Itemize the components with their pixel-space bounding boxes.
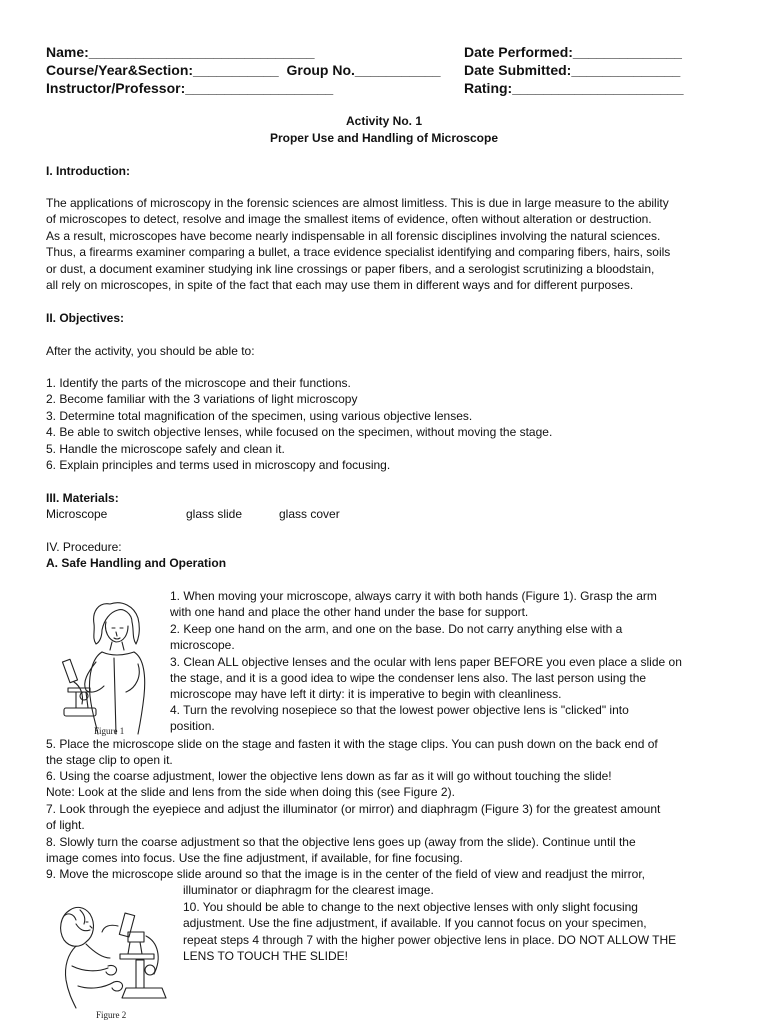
procedure-line: of light. [46, 818, 85, 832]
objective-item: 5. Handle the microscope safely and clean it. [46, 442, 285, 456]
procedure-line: adjustment. Use the fine adjustment, if available. If you cannot focus on your specimen, [183, 916, 647, 930]
introduction-heading: I. Introduction: [46, 164, 130, 178]
objective-item: 1. Identify the parts of the microscope and their functions. [46, 376, 351, 390]
activity-title: Proper Use and Handling of Microscope [269, 131, 499, 145]
intro-line: or dust, a document examiner studying ink line crossings or paper fibers, and a serologist scrutinizing a bloodstain, [46, 262, 655, 276]
objective-item: 6. Explain principles and terms used in microscopy and focusing. [46, 458, 391, 472]
procedure-heading: IV. Procedure: [46, 540, 122, 554]
instructor-field: Instructor/Professor:___________________ [46, 80, 334, 96]
objectives-heading: II. Objectives: [46, 311, 125, 325]
procedure-line: microscope. [170, 638, 235, 652]
figure-2 [50, 896, 178, 1022]
rating-field: Rating:______________________ [464, 80, 684, 96]
material-item: glass cover [279, 507, 340, 521]
procedure-line: the stage clip to open it. [46, 753, 173, 767]
date-performed-field: Date Performed:______________ [464, 44, 682, 60]
procedure-line: 7. Look through the eyepiece and adjust the illuminator (or mirror) and diaphragm (Figure 3) for the greatest amount [46, 802, 661, 816]
figure-2-caption: Figure 2 [96, 1010, 127, 1020]
procedure-line: 2. Keep one hand on the arm, and one on the base. Do not carry anything else with a [170, 622, 623, 636]
woman-viewing-microscope-illustration [50, 896, 178, 1022]
procedure-line: Note: Look at the slide and lens from the side when doing this (see Figure 2). [46, 785, 455, 799]
objectives-intro: After the activity, you should be able to: [46, 344, 255, 358]
intro-line: As a result, microscopes have become nearly indispensable in all forensic disciplines involving the natural sciences. [46, 229, 661, 243]
intro-line: The applications of microscopy in the forensic sciences are almost limitless. This is due in large measure to the ability [46, 196, 669, 210]
procedure-line: 10. You should be able to change to the next objective lenses with only slight focusing [183, 900, 638, 914]
course-group-field: Course/Year&Section:___________ Group No.___________ [46, 62, 441, 78]
material-item: glass slide [186, 507, 243, 521]
intro-line: all rely on microscopes, in spite of the fact that each may use them in different ways and for different purposes. [46, 278, 634, 292]
procedure-subheading: A. Safe Handling and Operation [46, 556, 227, 570]
material-item: Microscope [46, 507, 108, 521]
activity-number: Activity No. 1 [345, 114, 423, 128]
date-submitted-field: Date Submitted:______________ [464, 62, 681, 78]
objective-item: 4. Be able to switch objective lenses, while focused on the specimen, without moving the stage. [46, 425, 553, 439]
figure-1-caption: Figure 1 [94, 726, 125, 736]
objective-item: 3. Determine total magnification of the specimen, using various objective lenses. [46, 409, 473, 423]
procedure-line: repeat steps 4 through 7 with the higher power objective lens in place. DO NOT ALLOW THE [183, 933, 677, 947]
procedure-line: 9. Move the microscope slide around so that the image is in the center of the field of view and readjust the mirror, [46, 867, 645, 881]
materials-heading: III. Materials: [46, 491, 119, 505]
intro-line: of microscopes to detect, resolve and image the smallest items of evidence, often without alteration or destruction. [46, 212, 652, 226]
procedure-line: 5. Place the microscope slide on the stage and fasten it with the stage clips. You can push down on the back end of [46, 737, 658, 751]
procedure-line: with one hand and place the other hand under the base for support. [170, 605, 529, 619]
procedure-line: 8. Slowly turn the coarse adjustment so that the objective lens goes up (away from the slide). Continue until the [46, 835, 636, 849]
name-field: Name:_____________________________ [46, 44, 315, 60]
procedure-line: the stage, and it is a good idea to wipe the condenser lens also. The last person using the [170, 671, 647, 685]
procedure-line: microscope may have left it dirty: it is imperative to begin with cleanliness. [170, 687, 562, 701]
woman-carrying-microscope-illustration [52, 596, 168, 738]
figure-1 [52, 596, 168, 738]
procedure-line: image comes into focus. Use the fine adjustment, if available, for fine focusing. [46, 851, 463, 865]
procedure-line: 6. Using the coarse adjustment, lower the objective lens down as far as it will go without touching the slide! [46, 769, 612, 783]
procedure-line: LENS TO TOUCH THE SLIDE! [183, 949, 348, 963]
intro-line: Thus, a firearms examiner comparing a bullet, a trace evidence specialist identifying and comparing fibers, hairs, soils [46, 245, 671, 259]
objective-item: 2. Become familiar with the 3 variations of light microscopy [46, 392, 358, 406]
procedure-line: 4. Turn the revolving nosepiece so that the lowest power objective lens is "clicked" into [170, 703, 629, 717]
procedure-line: position. [170, 719, 215, 733]
procedure-line: 3. Clean ALL objective lenses and the ocular with lens paper BEFORE you even place a slide on [170, 655, 682, 669]
procedure-line: illuminator or diaphragm for the clearest image. [183, 883, 434, 897]
procedure-line: 1. When moving your microscope, always carry it with both hands (Figure 1). Grasp the arm [170, 589, 657, 603]
